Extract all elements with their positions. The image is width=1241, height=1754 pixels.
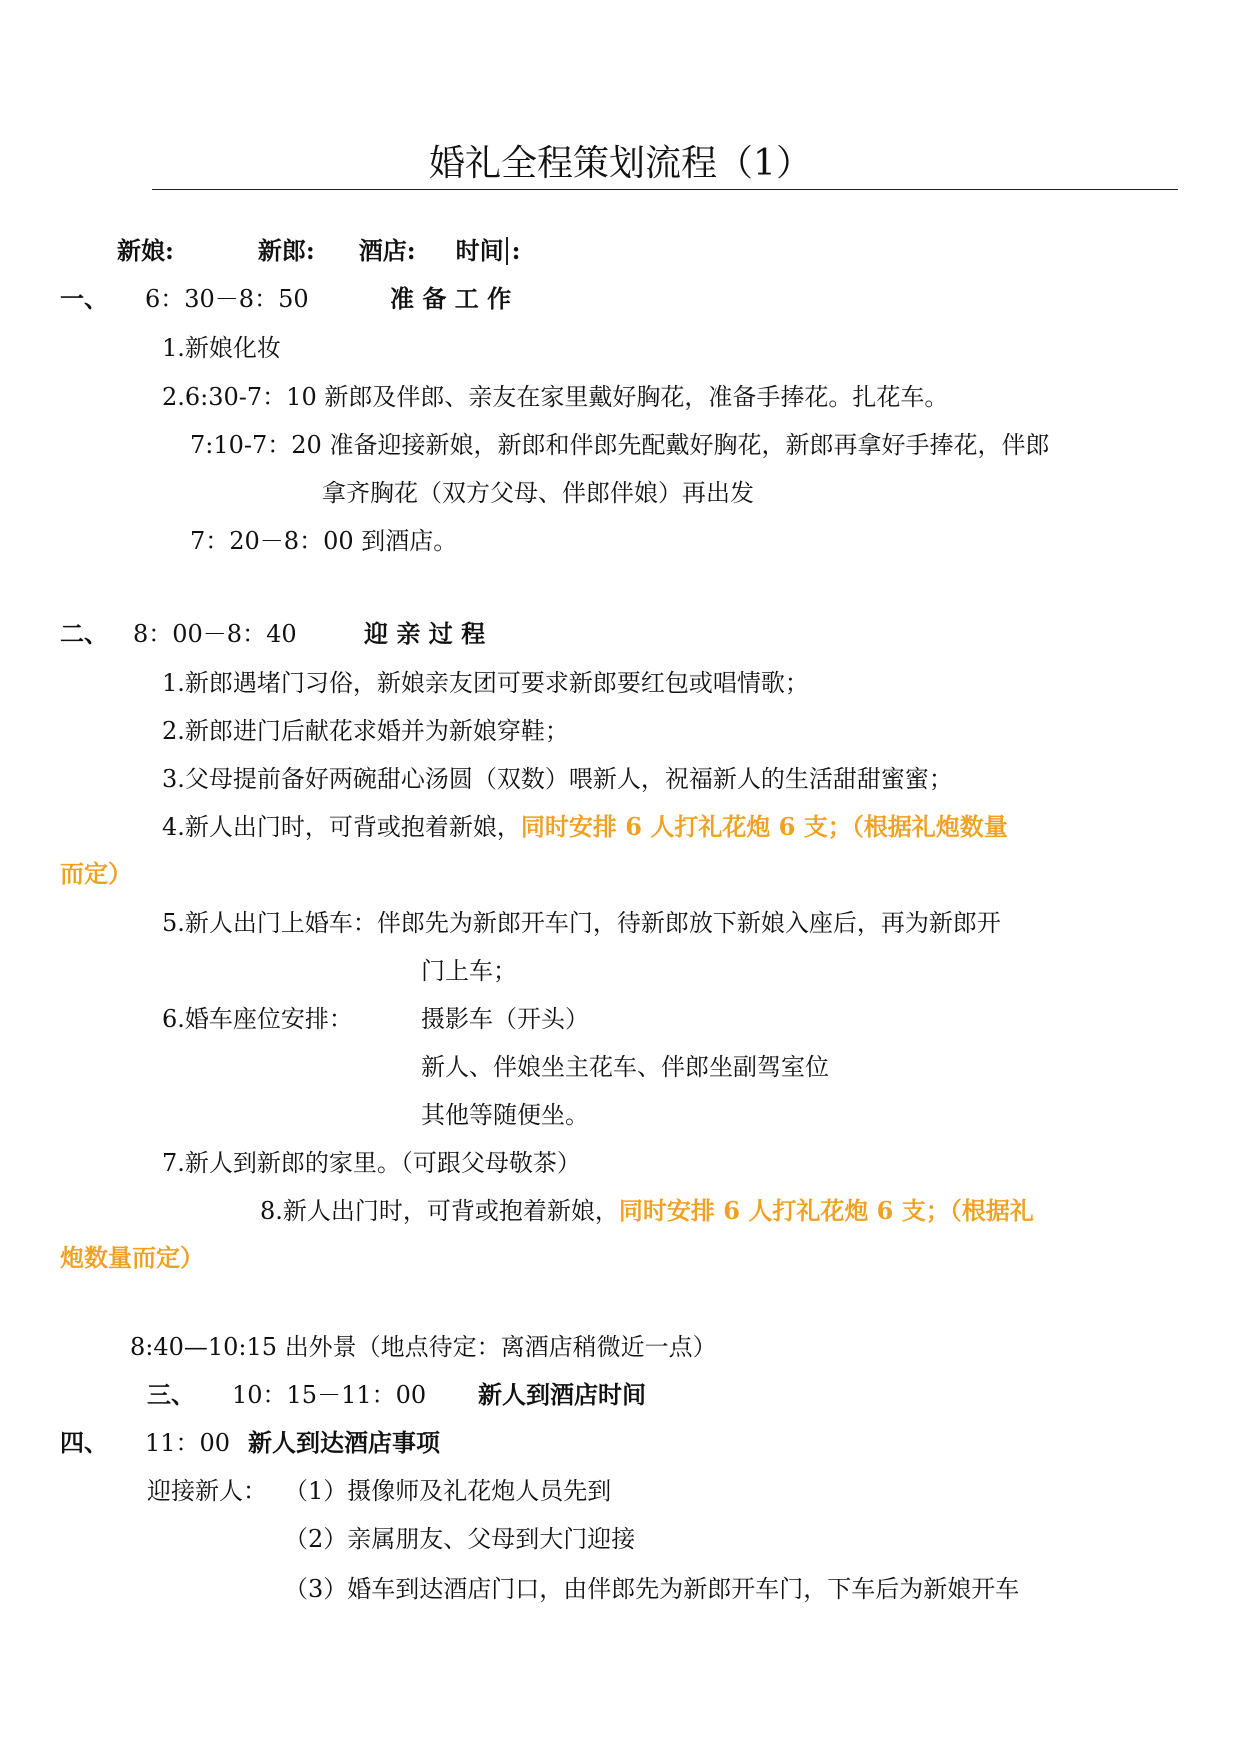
s1-item-3-cont: 拿齐胸花（双方父母、伴郎伴娘）再出发 [322, 479, 754, 507]
section-2-heading: 迎 亲 过 程 [364, 619, 486, 648]
s2-item-8-highlight-cont: 炮数量而定） [60, 1243, 204, 1272]
section-1-number: 一、 [60, 284, 108, 313]
welcome-label: 迎接新人： [147, 1477, 267, 1505]
bride-field: 新娘: [117, 236, 174, 265]
s2-item-5-cont: 门上车； [421, 957, 517, 985]
hotel-field: 酒店: [358, 236, 416, 265]
section-4-heading: 新人到达酒店事项 [248, 1428, 440, 1457]
s2-item-6-label: 6.婚车座位安排： [162, 1005, 353, 1033]
section-4-time: 11：00 [145, 1429, 231, 1457]
time-field-colon: : [511, 236, 521, 265]
s2-item-2: 2.新郎进门后献花求婚并为新娘穿鞋； [162, 717, 569, 745]
s2-item-3: 3.父母提前备好两碗甜心汤圆（双数）喂新人，祝福新人的生活甜甜蜜蜜； [162, 765, 953, 793]
page-title: 婚礼全程策划流程（1） [429, 143, 812, 184]
s2-item-7: 7.新人到新郎的家里。（可跟父母敬茶） [162, 1149, 581, 1177]
text-cursor [506, 237, 508, 265]
s1-item-2: 2.6:30-7：10 新郎及伴郎、亲友在家里戴好胸花，准备手捧花。扎花车。 [162, 383, 949, 411]
welcome-item-2: （2）亲属朋友、父母到大门迎接 [284, 1525, 636, 1553]
s2-item-8-text: 8.新人出门时，可背或抱着新娘， [260, 1197, 619, 1225]
section-3-number: 三、 [147, 1380, 195, 1409]
section-2-time: 8：00－8：40 [133, 620, 297, 648]
s1-item-4: 7：20－8：00 到酒店。 [190, 527, 458, 555]
s2-item-4-text: 4.新人出门时，可背或抱着新娘， [162, 813, 521, 841]
s2-item-4-highlight: 同时安排 6 人打礼花炮 6 支；（根据礼炮数量 [520, 812, 1008, 841]
section-3-heading: 新人到酒店时间 [478, 1380, 646, 1409]
title-underline [152, 189, 1178, 190]
welcome-item-3: （3）婚车到达酒店门口，由伴郎先为新郎开车门，下车后为新娘开车 [284, 1575, 1020, 1603]
s2-item-4 [162, 812, 1008, 842]
s2-item-6-line-1: 摄影车（开头） [421, 1005, 589, 1033]
info-fields [117, 236, 520, 266]
s2-item-6-line-2: 新人、伴娘坐主花车、伴郎坐副驾室位 [421, 1053, 829, 1081]
section-1-heading: 准 备 工 作 [390, 284, 512, 313]
s2-item-5: 5.新人出门上婚车：伴郎先为新郎开车门，待新郎放下新娘入座后，再为新郎开 [162, 909, 1001, 937]
s2-item-4-highlight-cont: 而定） [60, 859, 132, 888]
s2-item-8 [260, 1196, 1034, 1226]
section-2-number: 二、 [60, 619, 108, 648]
section-1-time: 6：30－8：50 [145, 285, 309, 313]
s1-item-1: 1.新娘化妆 [162, 334, 281, 362]
s2-item-1: 1.新郎遇堵门习俗，新娘亲友团可要求新郎要红包或唱情歌； [162, 669, 809, 697]
section-3-time: 10：15－11：00 [232, 1381, 427, 1409]
outdoor-shoot: 8:40—10:15 出外景（地点待定：离酒店稍微近一点） [130, 1333, 717, 1361]
welcome-item-1: （1）摄像师及礼花炮人员先到 [284, 1477, 612, 1505]
section-4-number: 四、 [60, 1428, 108, 1457]
s2-item-8-highlight: 同时安排 6 人打礼花炮 6 支；（根据礼 [618, 1196, 1034, 1225]
time-field: 时间 [455, 236, 504, 265]
s2-item-6-line-3: 其他等随便坐。 [421, 1101, 589, 1129]
groom-field: 新郎: [257, 236, 315, 265]
s1-item-3: 7:10-7：20 准备迎接新娘，新郎和伴郎先配戴好胸花，新郎再拿好手捧花，伴郎 [190, 431, 1050, 459]
